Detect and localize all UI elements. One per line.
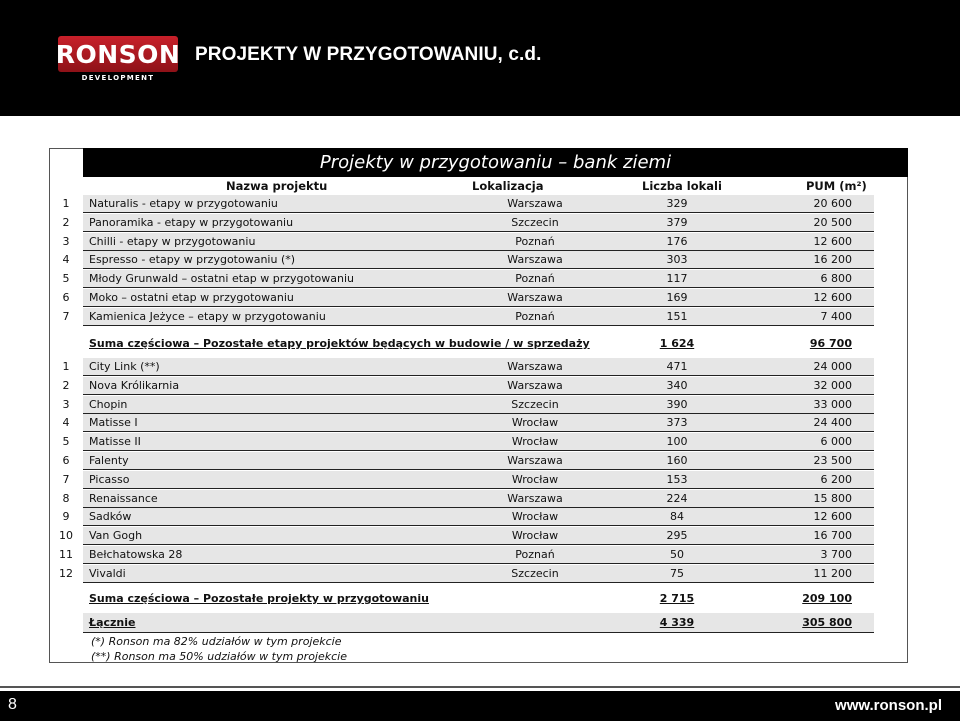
project-name: Kamienica Jeżyce – etapy w przygotowaniu [83, 308, 471, 326]
project-name: Chopin [83, 396, 471, 414]
table-row [49, 195, 874, 214]
project-name: Naturalis - etapy w przygotowaniu [83, 195, 471, 213]
project-units: 117 [599, 270, 755, 288]
project-units: 224 [599, 490, 755, 508]
project-pum: 23 500 [755, 452, 874, 470]
table-row [49, 490, 874, 509]
logo-subtext: DEVELOPMENT [81, 74, 155, 82]
subtotal-label: Suma częściowa – Pozostałe projekty w przygotowaniu [89, 592, 429, 605]
column-header-pum: PUM (m²) [806, 179, 867, 193]
table-row [49, 414, 874, 433]
project-units: 75 [599, 565, 755, 583]
table-row [49, 452, 874, 471]
project-name: Renaissance [83, 490, 471, 508]
project-location: Warszawa [471, 490, 599, 508]
subtotal-label: Suma częściowa – Pozostałe etapy projektów będących w budowie / w sprzedaży [89, 337, 590, 350]
project-name: Chilli - etapy w przygotowaniu [83, 233, 471, 251]
project-location: Warszawa [471, 289, 599, 307]
row-number: 10 [59, 529, 73, 543]
project-units: 329 [599, 195, 755, 213]
project-units: 176 [599, 233, 755, 251]
logo-badge [55, 36, 181, 72]
project-name: Młody Grunwald – ostatni etap w przygotowaniu [83, 270, 471, 288]
row-number: 6 [62, 291, 70, 304]
table-row [49, 308, 874, 327]
project-units: 379 [599, 214, 755, 232]
project-pum: 16 200 [755, 251, 874, 269]
project-location: Wrocław [471, 471, 599, 489]
total-label: Łącznie [89, 616, 136, 629]
project-location: Wrocław [471, 433, 599, 451]
project-name: Moko – ostatni etap w przygotowaniu [83, 289, 471, 307]
table-row [49, 396, 874, 415]
project-name: Van Gogh [83, 527, 471, 545]
project-location: Szczecin [471, 214, 599, 232]
project-pum: 12 600 [755, 233, 874, 251]
project-units: 340 [599, 377, 755, 395]
project-pum: 20 500 [755, 214, 874, 232]
subtotal-units: 1 624 [659, 337, 695, 350]
project-units: 84 [599, 508, 755, 526]
row-number: 5 [62, 435, 70, 449]
row-number: 7 [62, 309, 70, 323]
project-location: Poznań [471, 308, 599, 326]
table-row [49, 546, 874, 565]
total-pum: 305 800 [802, 616, 852, 629]
project-pum: 24 000 [755, 358, 874, 376]
project-location: Szczecin [471, 396, 599, 414]
project-pum: 15 800 [755, 490, 874, 508]
row-number: 1 [62, 197, 70, 210]
total-units: 4 339 [659, 616, 695, 629]
website-link[interactable]: www.ronson.pl [835, 697, 942, 714]
table-row [49, 270, 874, 289]
table-row [49, 233, 874, 252]
project-units: 160 [599, 452, 755, 470]
subtotal-units: 2 715 [659, 592, 695, 605]
project-location: Szczecin [471, 565, 599, 583]
row-number: 4 [62, 416, 70, 430]
project-pum: 6 000 [755, 433, 874, 451]
page-number: 8 [8, 696, 17, 713]
project-units: 303 [599, 251, 755, 269]
project-units: 50 [599, 546, 755, 564]
project-name: Panoramika - etapy w przygotowaniu [83, 214, 471, 232]
project-name: Nova Królikarnia [83, 377, 471, 395]
project-location: Poznań [471, 270, 599, 288]
project-location: Wrocław [471, 414, 599, 432]
project-units: 295 [599, 527, 755, 545]
project-name: Vivaldi [83, 565, 471, 583]
total-row [83, 613, 874, 633]
table-row [49, 565, 874, 584]
project-pum: 3 700 [755, 546, 874, 564]
column-header-location: Lokalizacja [472, 179, 544, 193]
project-name: Espresso - etapy w przygotowaniu (*) [83, 251, 471, 269]
footnote: (*) Ronson ma 82% udziałów w tym projekcie [91, 635, 342, 648]
project-units: 151 [599, 308, 755, 326]
project-units: 169 [599, 289, 755, 307]
row-number: 9 [62, 510, 70, 524]
column-header-name: Nazwa projektu [226, 179, 328, 193]
project-pum: 6 800 [755, 270, 874, 288]
row-number: 6 [62, 454, 70, 467]
footnotes [91, 634, 347, 664]
project-units: 471 [599, 358, 755, 376]
subtotal-pum: 96 700 [809, 337, 852, 350]
table-row [49, 358, 874, 377]
table-row [49, 527, 874, 546]
table-row [49, 433, 874, 452]
table-row [49, 471, 874, 490]
page-title: PROJEKTY W PRZYGOTOWANIU, c.d. [195, 44, 542, 65]
project-pum: 11 200 [755, 565, 874, 583]
company-logo [55, 36, 181, 88]
project-units: 100 [599, 433, 755, 451]
footnote: (**) Ronson ma 50% udziałów w tym projekcie [91, 650, 347, 663]
project-location: Poznań [471, 233, 599, 251]
project-pum: 6 200 [755, 471, 874, 489]
project-location: Warszawa [471, 452, 599, 470]
row-number: 3 [62, 397, 70, 411]
subtotal-row-2 [83, 589, 874, 609]
subtotal-row-1 [83, 334, 874, 354]
row-number: 8 [62, 491, 70, 505]
project-pum: 32 000 [755, 377, 874, 395]
project-pum: 24 400 [755, 414, 874, 432]
table-row [49, 251, 874, 270]
project-name: Sadków [83, 508, 471, 526]
footer-divider [0, 686, 960, 688]
table-row [49, 289, 874, 308]
table-title: Projekty w przygotowaniu – bank ziemi [83, 148, 908, 177]
project-name: Falenty [83, 452, 471, 470]
project-pum: 12 600 [755, 289, 874, 307]
project-pum: 33 000 [755, 396, 874, 414]
logo-text: RONSON [55, 39, 181, 69]
row-number: 3 [62, 234, 70, 248]
row-number: 2 [62, 215, 70, 229]
project-location: Wrocław [471, 508, 599, 526]
project-name: City Link (**) [83, 358, 471, 376]
row-number: 1 [62, 360, 70, 373]
row-number: 12 [59, 566, 73, 580]
project-location: Warszawa [471, 358, 599, 376]
table-row [49, 214, 874, 233]
table-row [49, 377, 874, 396]
project-name: Matisse I [83, 414, 471, 432]
project-name: Picasso [83, 471, 471, 489]
row-number: 4 [62, 253, 70, 267]
column-header-units: Liczba lokali [642, 179, 722, 193]
project-pum: 20 600 [755, 195, 874, 213]
project-units: 373 [599, 414, 755, 432]
project-location: Warszawa [471, 195, 599, 213]
row-number: 7 [62, 472, 70, 486]
project-units: 390 [599, 396, 755, 414]
table-row [49, 508, 874, 527]
project-name: Bełchatowska 28 [83, 546, 471, 564]
subtotal-pum: 209 100 [802, 592, 852, 605]
row-number: 5 [62, 272, 70, 286]
project-pum: 12 600 [755, 508, 874, 526]
project-location: Warszawa [471, 251, 599, 269]
project-pum: 7 400 [755, 308, 874, 326]
row-number: 2 [62, 378, 70, 392]
footer-bar [0, 691, 960, 721]
project-pum: 16 700 [755, 527, 874, 545]
row-number: 11 [59, 548, 73, 561]
project-location: Poznań [471, 546, 599, 564]
project-name: Matisse II [83, 433, 471, 451]
project-units: 153 [599, 471, 755, 489]
project-location: Warszawa [471, 377, 599, 395]
project-location: Wrocław [471, 527, 599, 545]
